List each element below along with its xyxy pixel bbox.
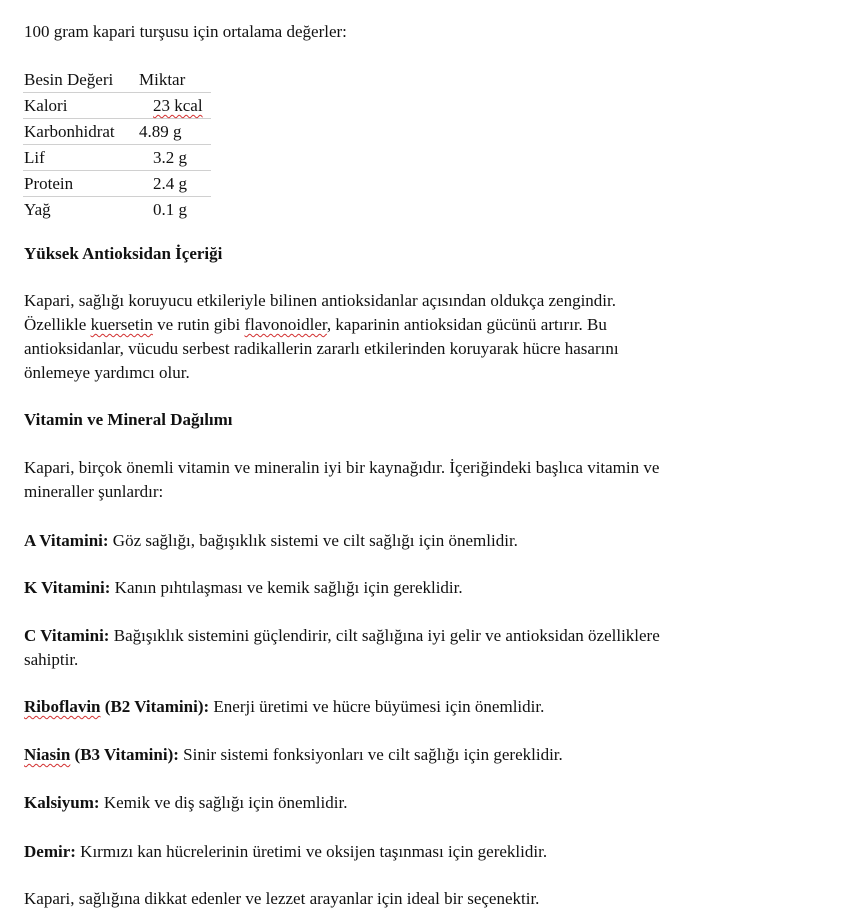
table-cell-value: 3.2 g [153, 148, 187, 167]
antioxidant-line: önlemeye yardımcı olur. [24, 363, 190, 382]
vitamin-label: Niasin [24, 745, 71, 764]
vitamin-b2-item [24, 695, 544, 719]
antioxidant-heading: Yüksek Antioksidan İçeriği [24, 244, 223, 263]
table-cell: Lif [24, 148, 45, 167]
vitamin-c-item [24, 624, 660, 648]
vitamin-text: Göz sağlığı, bağışıklık sistemi ve cilt sağlığı için önemlidir. [108, 531, 518, 550]
table-cell [137, 171, 211, 197]
vitamins-intro-line: mineraller şunlardır: [24, 482, 164, 501]
table-cell-value: 0.1 g [153, 200, 187, 219]
vitamin-c-continued: sahiptir. [24, 650, 79, 669]
vitamin-label: (B3 Vitamini): [70, 745, 179, 764]
vitamin-label: A Vitamini: [24, 531, 109, 550]
vitamin-a-item [24, 529, 518, 553]
mineral-label: Kalsiyum: [24, 793, 100, 812]
table-cell: Karbonhidrat [24, 122, 115, 141]
header-cell: Miktar [139, 70, 186, 89]
mineral-text: Kırmızı kan hücrelerinin üretimi ve oksijen taşınması için gereklidir. [75, 842, 548, 861]
table-cell-value: 2.4 g [153, 174, 187, 193]
closing-text: Kapari, sağlığına dikkat edenler ve lezzet arayanlar için ideal bir seçenektir. [24, 889, 540, 908]
misspelled-word: kuersetin [90, 315, 153, 334]
table-row [23, 119, 211, 145]
vitamin-text: Sinir sistemi fonksiyonları ve cilt sağlığı için gereklidir. [178, 745, 563, 764]
table-row [23, 93, 211, 119]
vitamin-label: Riboflavin [24, 697, 101, 716]
mineral-text: Kemik ve diş sağlığı için önemlidir. [99, 793, 348, 812]
table-cell: Protein [24, 174, 74, 193]
calcium-item [24, 791, 347, 815]
table-cell: Yağ [24, 200, 51, 219]
table-cell: Kalori [24, 96, 68, 115]
intro-text: 100 gram kapari turşusu için ortalama değerler: [24, 22, 347, 41]
table-cell-value: 23 kcal [153, 96, 203, 115]
vitamin-text: Enerji üretimi ve hücre büyümesi için önemlidir. [209, 697, 545, 716]
table-cell: 4.89 g [139, 122, 182, 141]
vitamin-text: Kanın pıhtılaşması ve kemik sağlığı için gereklidir. [110, 578, 463, 597]
vitamins-intro-line: Kapari, birçok önemli vitamin ve mineralin iyi bir kaynağıdır. İçeriğindeki başlıca vitamin ve [24, 458, 660, 477]
table-cell [137, 93, 211, 119]
header-cell: Besin Değeri [24, 70, 114, 89]
text-run: ve rutin gibi [152, 315, 245, 334]
table-cell [137, 145, 211, 171]
vitamin-text: Bağışıklık sistemini güçlendirir, cilt sağlığına iyi gelir ve antioksidan özelliklere [109, 626, 660, 645]
iron-item [24, 840, 547, 864]
antioxidant-line [24, 313, 607, 337]
vitamin-b3-item [24, 743, 563, 767]
vitamin-label: (B2 Vitamini): [100, 697, 210, 716]
antioxidant-line: antioksidanlar, vücudu serbest radikallerin zararlı etkilerinden koruyarak hücre hasarını [24, 339, 619, 358]
table-header-row [23, 67, 211, 93]
vitamins-heading: Vitamin ve Mineral Dağılımı [24, 410, 233, 429]
misspelled-word: flavonoidler [244, 315, 327, 334]
table-row [23, 171, 211, 197]
antioxidant-line: Kapari, sağlığı koruyucu etkileriyle bilinen antioksidanlar açısından oldukça zengindir. [24, 291, 616, 310]
table-row [23, 197, 211, 223]
table-row [23, 145, 211, 171]
vitamin-k-item [24, 576, 463, 600]
text-run: , kaparinin antioksidan gücünü artırır. Bu [326, 315, 607, 334]
vitamin-label: C Vitamini: [24, 626, 110, 645]
nutrition-table [23, 67, 211, 222]
mineral-label: Demir: [24, 842, 76, 861]
text-run: Özellikle [24, 315, 91, 334]
table-cell [137, 197, 211, 223]
vitamin-label: K Vitamini: [24, 578, 111, 597]
